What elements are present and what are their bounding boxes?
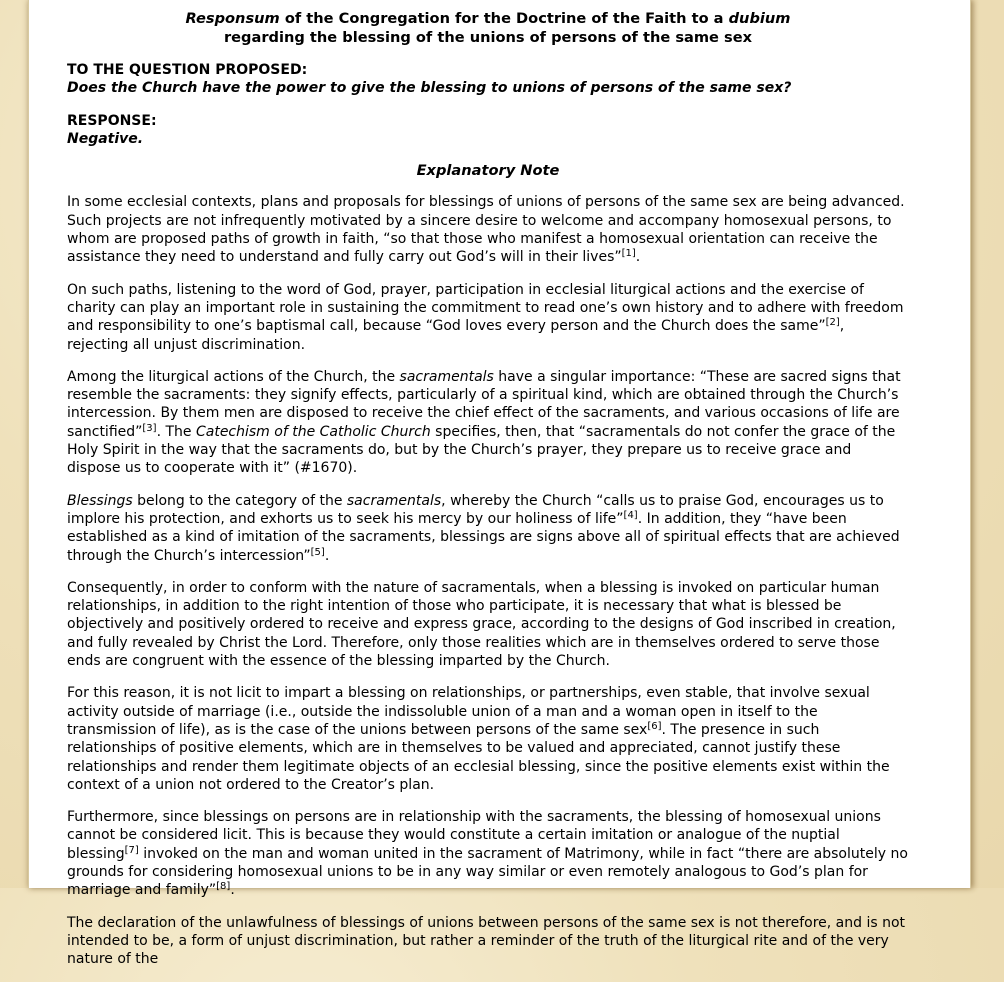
footnote-ref-7[interactable]: [7]: [124, 844, 139, 856]
footnote-ref-3[interactable]: [3]: [142, 422, 157, 434]
explanatory-note-heading: Explanatory Note: [416, 162, 560, 180]
paragraph-2: [67, 281, 909, 354]
p4-text-b: , whereby the Church “calls us to praise God, encourages us to implore his protection, and exhorts us to seek his mercy by our holiness of life”: [67, 492, 884, 527]
footnote-ref-1[interactable]: [1]: [621, 248, 636, 260]
paragraph-1: [67, 193, 909, 266]
footnote-ref-4[interactable]: [4]: [623, 509, 638, 521]
footnote-ref-2[interactable]: [2]: [825, 317, 840, 329]
p6-text-a: For this reason, it is not licit to impart a blessing on relationships, or partnerships, even stable, that involve sexual activity outside of marriage (i.e., outside the indissoluble union of a man and a woman open in itself to the transmission of life), as is the case of the unions between persons of the same sex: [67, 685, 870, 738]
response-heading: RESPONSE:: [67, 112, 157, 129]
p7-text-a: Furthermore, since blessings on persons are in relationship with the sacraments, the blessing of homosexual unions cannot be considered licit. This is because they would constitute a certain imitation or analogue of the nuptial blessing: [67, 809, 881, 862]
p6-text-b: . The presence in such relationships of positive elements, which are in themselves to be valued and appreciated, cannot justify these relationships and render them legitimate objects of an ecclesial blessing, since the positive elements exist within the context of a union not ordered to the Creator’s plan.: [67, 721, 890, 793]
paragraph-7: [67, 808, 909, 899]
footnote-ref-6[interactable]: [6]: [647, 720, 662, 732]
p4-text-d: .: [324, 547, 330, 564]
p3-text-b: have a singular importance: “These are sacred signs that resemble the sacraments: they signify effects, particularly of a spiritual kind, which are obtained through the Church’s intercession. By them men are disposed to receive the chief effect of the sacraments, and various occasions of life are sanctified”: [67, 368, 901, 440]
title-line-1: [67, 9, 909, 28]
p4-italic-sacramentals: sacramentals: [346, 492, 442, 509]
footnote-ref-8[interactable]: [8]: [216, 881, 231, 893]
title-responsum: Responsum: [185, 10, 280, 27]
question-heading: TO THE QUESTION PROPOSED:: [67, 62, 308, 78]
paragraph-8: The declaration of the unlawfulness of blessings of unions between persons of the same sex is not therefore, and is not intended to be, a form of unjust discrimination, but rather a reminder of the truth of the liturgical rite and of the very nature of the: [67, 914, 906, 968]
title-middle: of the Congregation for the Doctrine of the Faith to a: [279, 10, 729, 27]
p2-end: , rejecting all unjust discrimination.: [67, 318, 845, 353]
paragraph-3: [67, 368, 909, 478]
p7-text-c: .: [230, 882, 235, 899]
question-text: Does the Church have the power to give the blessing to unions of persons of the same sex?: [67, 80, 792, 97]
response-text: Negative.: [67, 130, 144, 147]
p1-text: In some ecclesial contexts, plans and proposals for blessings of unions of persons of the same sex are being advanced. Such projects are not infrequently motivated by a sincere desire to welcome and accompany homosexual persons, to whom are proposed paths of growth in faith, “so that those who manifest a homosexual orientation can receive the assistance they need to understand and fully carry out God’s will in their lives”: [67, 194, 905, 266]
p4-text-c: . In addition, they “have been established as a kind of imitation of the sacraments, blessings are signs above all of spiritual effects that are achieved through the Church’s intercession”: [67, 510, 900, 564]
footnote-ref-5[interactable]: [5]: [310, 546, 325, 558]
p3-italic-sacramentals: sacramentals: [399, 368, 494, 385]
paragraph-5: Consequently, in order to conform with the nature of sacramentals, when a blessing is invoked on particular human relationships, in addition to the right intention of those who participate, it is necessary that what is blessed be objectively and positively ordered to receive and express grace, according to the designs of God inscribed in creation, and fully revealed by Christ the Lord. Therefore, only those realities which are in themselves ordered to serve those ends are congruent with the essence of the blessing imparted by the Church.: [67, 579, 896, 670]
paragraph-4: [67, 492, 909, 565]
document-content: [67, 9, 909, 982]
document-page: [28, 0, 971, 968]
p4-text-a: belong to the category of the: [132, 492, 347, 509]
p3-text-a: Among the liturgical actions of the Church, the: [67, 368, 400, 385]
title-dubium: dubium: [728, 10, 791, 27]
p3-text-c: . The: [156, 423, 196, 440]
p4-italic-blessings: Blessings: [67, 492, 133, 509]
p3-italic-catechism: Catechism of the Catholic Church: [195, 423, 431, 440]
document-title: [67, 9, 909, 47]
p3-text-d: specifies, then, that “sacramentals do not confer the grace of the Holy Spirit in the way that the sacraments do, but by the Church’s prayer, they prepare us to receive grace and dispose us to cooperate with it” (#1670).: [67, 423, 896, 477]
paragraph-6: [67, 684, 909, 794]
p2-text: On such paths, listening to the word of God, prayer, participation in ecclesial liturgical actions and the exercise of charity can play an important role in sustaining the commitment to read one’s own history and to adhere with freedom and responsibility to one’s baptismal call, because “God loves every person and the Church does the same”: [67, 281, 904, 335]
p7-text-b: invoked on the man and woman united in the sacrament of Matrimony, while in fact “there are absolutely no grounds for considering homosexual unions to be in any way similar or even remotely analogous to God’s plan for marriage and family”: [67, 845, 908, 899]
title-line-2: regarding the blessing of the unions of persons of the same sex: [223, 29, 753, 46]
p1-end: .: [635, 249, 641, 266]
